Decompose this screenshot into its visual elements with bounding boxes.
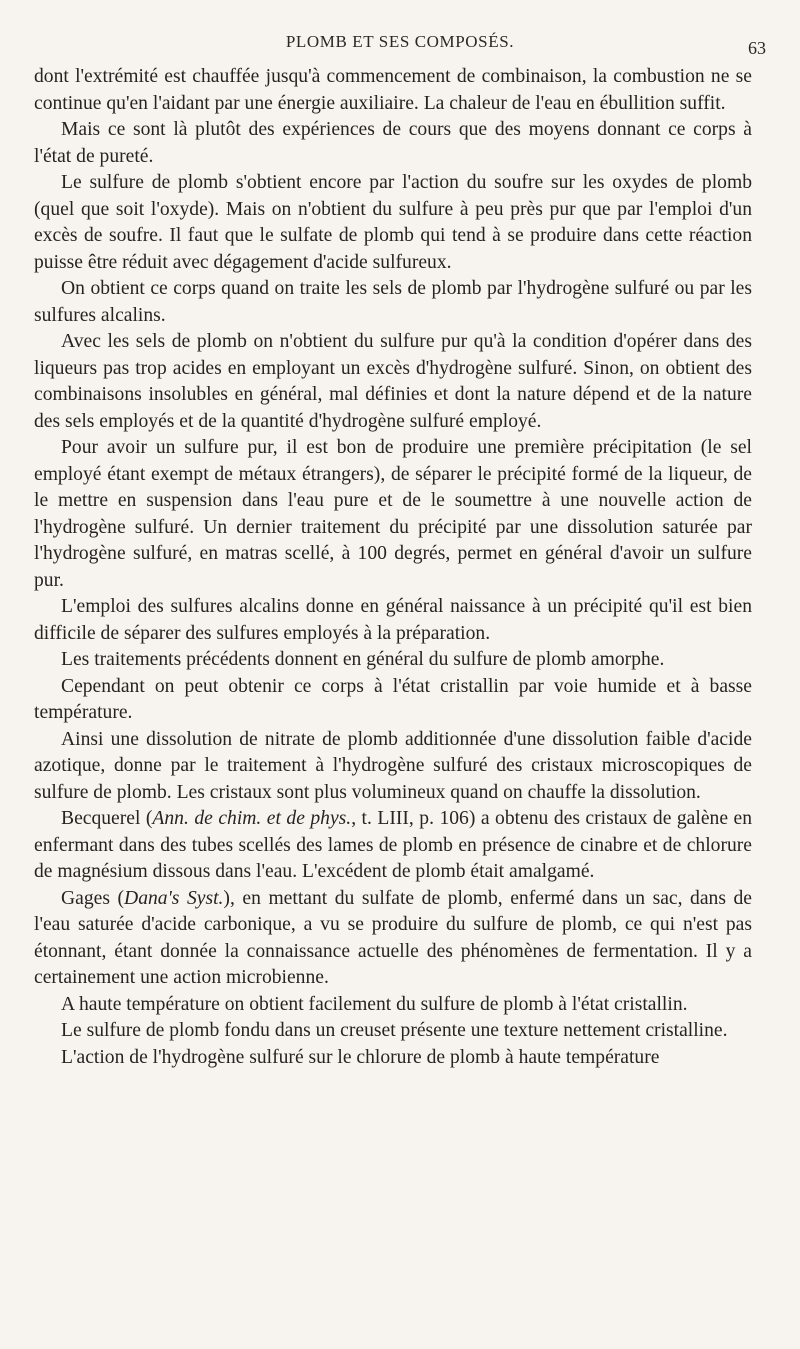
paragraph: On obtient ce corps quand on traite les sels de plomb par l'hydrogène sulfuré ou par les sulfures alcalins. (34, 278, 752, 326)
citation-title: Dana's Syst. (124, 887, 224, 909)
page-header (34, 32, 766, 60)
paragraph: L'emploi des sulfures alcalins donne en général naissance à un précipité qu'il est bien difficile de séparer des sulfures employés à la préparation. (34, 596, 752, 644)
paragraph: Le sulfure de plomb s'obtient encore par l'action du soufre sur les oxydes de plomb (quel que soit l'oxyde). Mais on n'obtient du sulfure à peu près pur que par l'emploi d'un excès de soufre. Il faut que le sulfate de plomb qui tend à se produire dans cette réaction puisse être réduit avec dégagement d'acide sulfureux. (34, 172, 752, 273)
paragraph: Mais ce sont là plutôt des expériences de cours que des moyens donnant ce corps à l'état de pureté. (34, 119, 752, 167)
paragraph: dont l'extrémité est chauffée jusqu'à commencement de combinaison, la combustion ne se continue qu'en l'aidant par une énergie auxiliaire. La chaleur de l'eau en ébullition suffit. (34, 66, 752, 114)
paragraph-text: , t. LIII, p. 106) a obtenu des cristaux de galène en enfermant dans des tubes scellés des lames de plomb en présence de cinabre et de chlorure de magnésium dissous dans l'eau. L'excédent de plomb était amalgamé. (34, 808, 752, 882)
paragraph: Ainsi une dissolution de nitrate de plomb additionnée d'une dissolution faible d'acide azotique, donne par le traitement à l'hydrogène sulfuré des cristaux microscopiques de sulfure de plomb. Les cristaux sont plus volumineux quand on chauffe la dissolution. (34, 728, 752, 803)
paragraph-text: Becquerel ( (61, 808, 153, 829)
paragraph-text: Gages ( (61, 887, 125, 909)
paragraph-citation (34, 886, 752, 992)
paragraph: A haute température on obtient facilement du sulfure de plomb à l'état cristallin. (61, 993, 688, 1015)
paragraph: L'action de l'hydrogène sulfuré sur le chlorure de plomb à haute température (61, 1046, 660, 1068)
paragraph: Le sulfure de plomb fondu dans un creuset présente une texture nettement cristalline. (61, 1020, 728, 1041)
paragraph: Les traitements précédents donnent en général du sulfure de plomb amorphe. (61, 649, 665, 670)
page-number: 63 (748, 38, 766, 58)
running-title: PLOMB ET SES COMPOSÉS. (285, 32, 515, 51)
paragraph: Cependant on peut obtenir ce corps à l'état cristallin par voie humide et à basse température. (34, 675, 752, 723)
paragraph-text: ), en mettant du sulfate de plomb, enfermé dans un sac, dans de l'eau saturée d'acide carbonique, a vu se produire du sulfure de plomb, ce qui n'est pas étonnant, étant donnée la connaissance actuelle des phénomènes de fermentation. Il y a certainement une action microbienne. (34, 887, 753, 988)
paragraph: Pour avoir un sulfure pur, il est bon de produire une première précipitation (le sel employé étant exempt de métaux étrangers), de séparer le précipité formé de la liqueur, de le mettre en suspension dans l'eau pure et de le soumettre à une nouvelle action de l'hydrogène sulfuré. Un dernier traitement du précipité par une dissolution saturée par l'hydrogène sulfuré, en matras scellé, à 100 degrés, permet en général d'avoir un sulfure pur. (34, 437, 752, 591)
paragraph: Avec les sels de plomb on n'obtient du sulfure pur qu'à la condition d'opérer dans des liqueurs pas trop acides en employant un excès d'hydrogène sulfuré. Sinon, on obtient des combinaisons insolubles en général, mal définies et dont la nature dépend et de la nature des sels employés et de la quantité d'hydrogène sulfuré employé. (34, 331, 752, 432)
paragraph-citation (34, 806, 752, 886)
citation-title: Ann. de chim. et de phys. (152, 808, 352, 829)
body-text (34, 64, 752, 1071)
